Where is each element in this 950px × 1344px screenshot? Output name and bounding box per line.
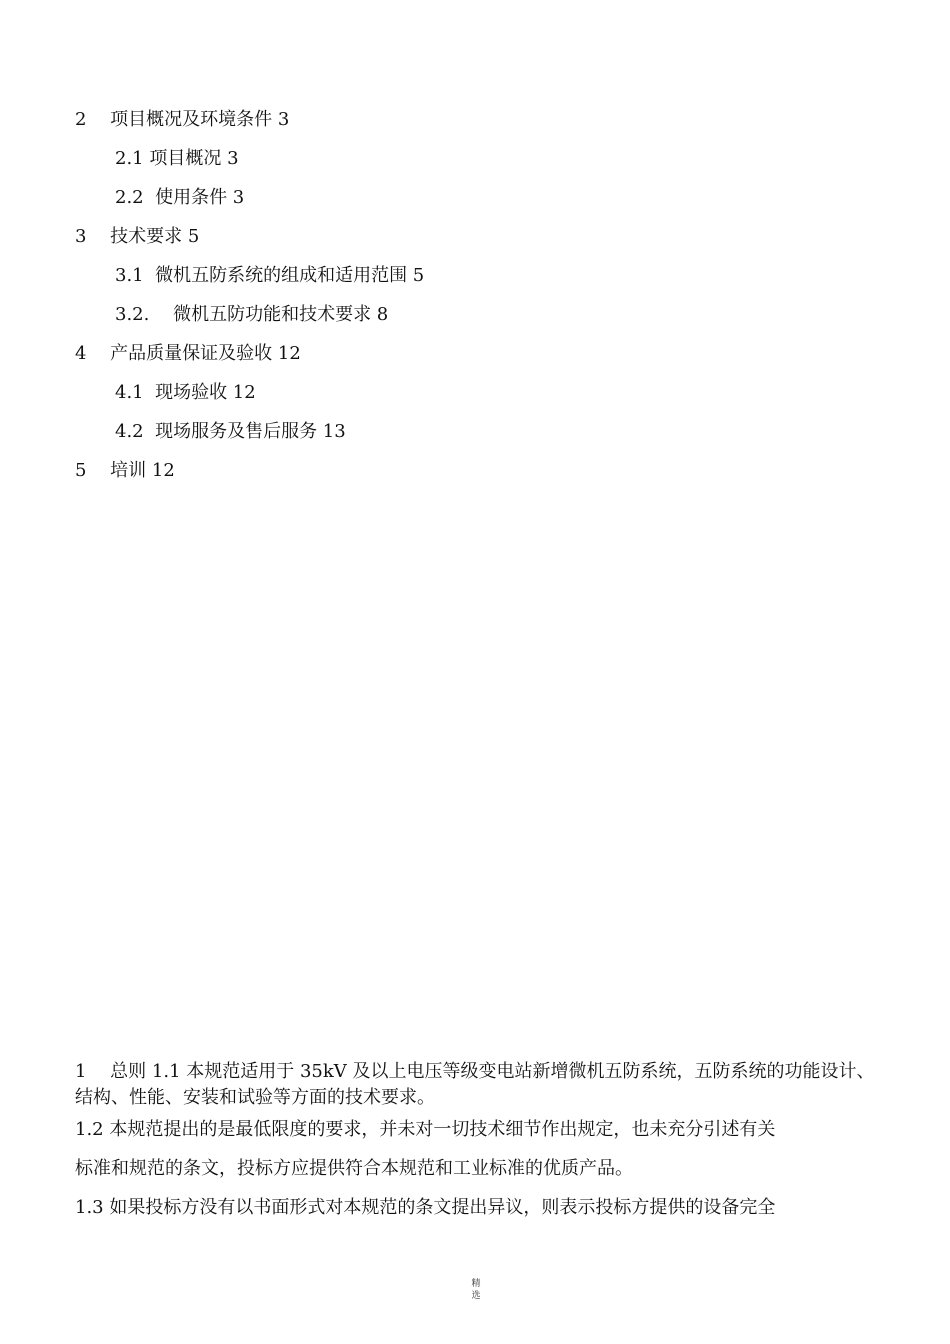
toc-item: 2.2 使用条件 3 [115,187,245,208]
footer-line: 精 [471,1279,481,1289]
toc-item: 5 培训 12 [75,460,175,481]
toc-item: 4.1 现场验收 12 [115,382,256,403]
footer-line: 选 [471,1291,481,1301]
paragraph-1-2-line1: 1.2 本规范提出的是最低限度的要求，并未对一切技术细节作出规定，也未充分引述有关 [75,1119,776,1140]
toc-item: 3.1 微机五防系统的组成和适用范围 5 [115,265,425,286]
toc-item: 4 产品质量保证及验收 12 [75,343,301,364]
paragraph-1-2-line2: 标准和规范的条文，投标方应提供符合本规范和工业标准的优质产品。 [75,1158,633,1179]
page-footer [466,1278,486,1302]
toc-item: 3.2. 微机五防功能和技术要求 8 [115,304,389,325]
toc-item: 2.1 项目概况 3 [115,148,239,169]
toc-item: 2 项目概况及环境条件 3 [75,109,290,130]
paragraph-general: 1 总则 1.1 本规范适用于 35kV 及以上电压等级变电站新增微机五防系统，五防系统的功能设计、结构、性能、安装和试验等方面的技术要求。 [75,1061,875,1108]
toc-item: 4.2 现场服务及售后服务 13 [115,421,346,442]
paragraph-1-3: 1.3 如果投标方没有以书面形式对本规范的条文提出异议，则表示投标方提供的设备完全 [75,1197,776,1218]
toc-item: 3 技术要求 5 [75,226,200,247]
